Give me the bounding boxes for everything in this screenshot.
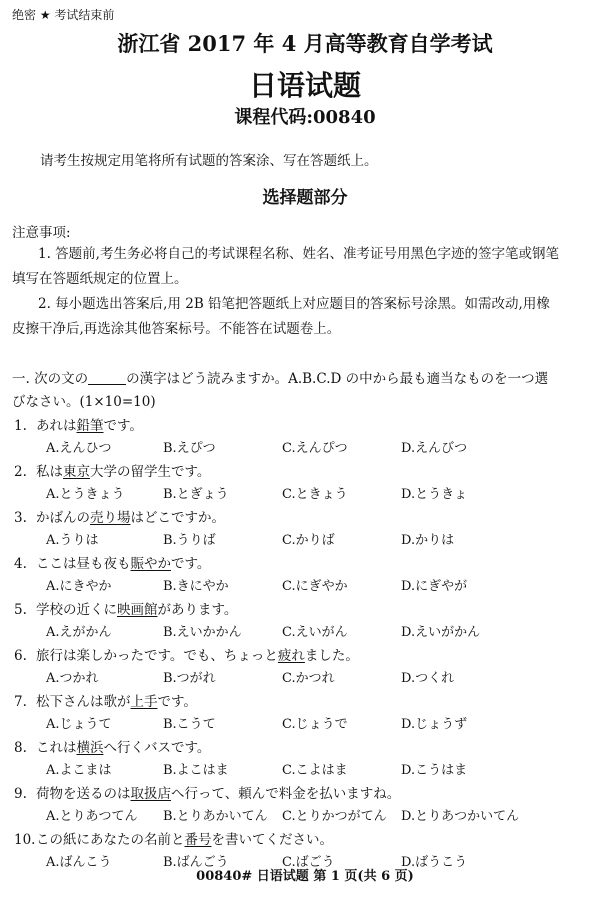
answer-option-c: C.かつれ — [282, 671, 335, 686]
course-code: 课程代码:00840 — [234, 107, 376, 128]
question-target-word: 映画館 — [117, 602, 158, 618]
question-number: 2. — [14, 464, 27, 480]
answer-option-d: D.ばうこう — [401, 855, 468, 870]
answer-option-a: A.よこまは — [46, 763, 112, 778]
question-target-word: 鉛筆 — [76, 418, 104, 434]
general-instruction: 请考生按规定用笔将所有试题的答案涂、写在答题纸上。 — [40, 153, 378, 169]
answer-option-b: B.きにやか — [163, 579, 229, 594]
exam-title: 浙江省 2017 年 4 月高等教育自学考试 — [117, 31, 493, 56]
answer-option-c: C.じょうで — [282, 717, 348, 732]
answer-option-d: D.えいがかん — [401, 625, 481, 640]
question-text-before: ここは昼も夜も — [36, 556, 131, 572]
question-5 — [14, 598, 237, 618]
answer-option-b: B.ばんごう — [163, 855, 229, 870]
question-number: 9. — [14, 786, 27, 802]
answer-option-c: C.えんぴつ — [282, 441, 348, 456]
answer-option-d: D.とりあつかいてん — [401, 809, 520, 824]
notes-heading: 注意事项: — [12, 225, 71, 241]
section-title: 选择题部分 — [262, 188, 348, 208]
question-target-word: 上手 — [130, 694, 158, 710]
question-text-before: 荷物を送るのは — [36, 786, 131, 802]
question-text-after: です。 — [171, 556, 211, 572]
answer-option-d: D.つくれ — [401, 671, 455, 686]
page-footer: 00840# 日语试题 第 1 页(共 6 页) — [196, 869, 414, 884]
question-target-word: 番号 — [184, 832, 212, 848]
answer-option-d: D.とうきょ — [401, 487, 468, 502]
question-target-word: 賑やか — [130, 556, 171, 572]
answer-option-a: A.じょうて — [46, 717, 112, 732]
answer-option-a: A.えんひつ — [46, 441, 112, 456]
question-text-before: これは — [36, 740, 77, 756]
question-number: 4. — [14, 556, 27, 572]
question-7 — [14, 690, 197, 710]
answer-option-c: C.かりば — [282, 533, 335, 548]
answer-option-b: B.こうて — [163, 717, 216, 732]
question-text-after: があります。 — [157, 602, 238, 618]
answer-option-b: B.えいかかん — [163, 625, 242, 640]
note-2-line-1: 2. 每小题选出答案后,用 2B 铅笔把答题纸上对应题目的答案标号涂黑。如需改动,用橡 — [38, 296, 550, 312]
question-target-word: 疲れ — [277, 648, 305, 664]
answer-option-a: A.にきやか — [46, 579, 112, 594]
answer-option-a: A.とうきょう — [46, 487, 125, 502]
answer-option-d: D.かりは — [401, 533, 455, 548]
question-9 — [14, 782, 400, 802]
note-2-line-2: 皮擦干净后,再选涂其他答案标号。不能答在试题卷上。 — [12, 321, 341, 337]
question-text-before: あれは — [36, 418, 77, 434]
question-10 — [14, 828, 333, 848]
confidential-label: 绝密 ★ 考试结束前 — [12, 8, 115, 22]
part-1-intro-line-2: びなさい。(1×10=10) — [12, 394, 156, 410]
question-1 — [14, 414, 143, 434]
answer-blank — [88, 371, 126, 386]
answer-option-c: C.ばごう — [282, 855, 335, 870]
answer-option-b: B.とぎょう — [163, 487, 229, 502]
answer-option-b: B.よこはま — [163, 763, 229, 778]
answer-option-b: B.うりば — [163, 533, 216, 548]
question-number: 6. — [14, 648, 27, 664]
answer-option-a: A.ばんこう — [46, 855, 112, 870]
question-number: 5. — [14, 602, 27, 618]
part-1-instructions — [12, 368, 604, 414]
answer-option-c: C.えいがん — [282, 625, 348, 640]
answer-option-a: A.とりあつてん — [46, 809, 138, 824]
question-number: 8. — [14, 740, 27, 756]
part-1-intro-b: の漢字はどう読みますか。A.B.C.D の中から最も適当なものを一つ選 — [126, 371, 549, 387]
question-text-after: へ行くバスです。 — [103, 740, 211, 756]
answer-option-c: C.ときょう — [282, 487, 348, 502]
answer-option-d: D.こうはま — [401, 763, 468, 778]
answer-option-d: D.にぎやが — [401, 579, 468, 594]
question-text-before: 私は — [36, 464, 63, 480]
question-text-after: はどこですか。 — [130, 510, 225, 526]
answer-option-b: B.つがれ — [163, 671, 216, 686]
answer-option-a: A.えがかん — [46, 625, 112, 640]
question-target-word: 売り場 — [90, 510, 131, 526]
answer-option-c: C.とりかつがてん — [282, 809, 387, 824]
answer-option-c: C.にぎやか — [282, 579, 348, 594]
question-2 — [14, 460, 210, 480]
question-text-after: です。 — [157, 694, 197, 710]
question-6 — [14, 644, 359, 664]
answer-option-a: A.つかれ — [46, 671, 99, 686]
question-text-before: 学校の近くに — [36, 602, 117, 618]
answer-option-d: D.えんびつ — [401, 441, 468, 456]
note-2 — [12, 292, 602, 342]
note-1 — [12, 242, 602, 292]
question-text-after: です。 — [103, 418, 143, 434]
question-text-after: 大学の留学生です。 — [90, 464, 211, 480]
question-text-after: へ行って、頼んで料金を払いますね。 — [171, 786, 401, 802]
note-1-line-1: 1. 答题前,考生务必将自己的考试课程名称、姓名、准考证号用黑色字迹的签字笔或钢笔 — [38, 246, 559, 262]
note-1-line-2: 填写在答题纸规定的位置上。 — [12, 271, 188, 287]
part-1-intro-a: 一. 次の文の — [12, 371, 89, 387]
answer-option-d: D.じょうず — [401, 717, 468, 732]
question-text-before: 旅行は楽しかったです。でも、ちょっと — [36, 648, 278, 664]
question-3 — [14, 506, 225, 526]
question-target-word: 取扱店 — [130, 786, 171, 802]
question-number: 1. — [14, 418, 27, 434]
question-8 — [14, 736, 210, 756]
question-number: 7. — [14, 694, 27, 710]
question-text-before: この紙にあなたの名前と — [36, 832, 185, 848]
question-number: 10. — [14, 832, 36, 848]
question-text-before: かばんの — [36, 510, 90, 526]
answer-option-c: C.こよはま — [282, 763, 348, 778]
question-target-word: 横浜 — [76, 740, 104, 756]
answer-option-b: B.えぴつ — [163, 441, 216, 456]
answer-option-b: B.とりあかいてん — [163, 809, 268, 824]
question-text-after: ました。 — [304, 648, 359, 664]
question-4 — [14, 552, 210, 572]
question-text-after: を書いてください。 — [211, 832, 333, 848]
question-target-word: 東京 — [63, 464, 90, 480]
answer-option-a: A.うりは — [46, 533, 99, 548]
question-text-before: 松下さんは歌が — [36, 694, 131, 710]
subject-title: 日语试题 — [248, 69, 361, 102]
question-number: 3. — [14, 510, 27, 526]
